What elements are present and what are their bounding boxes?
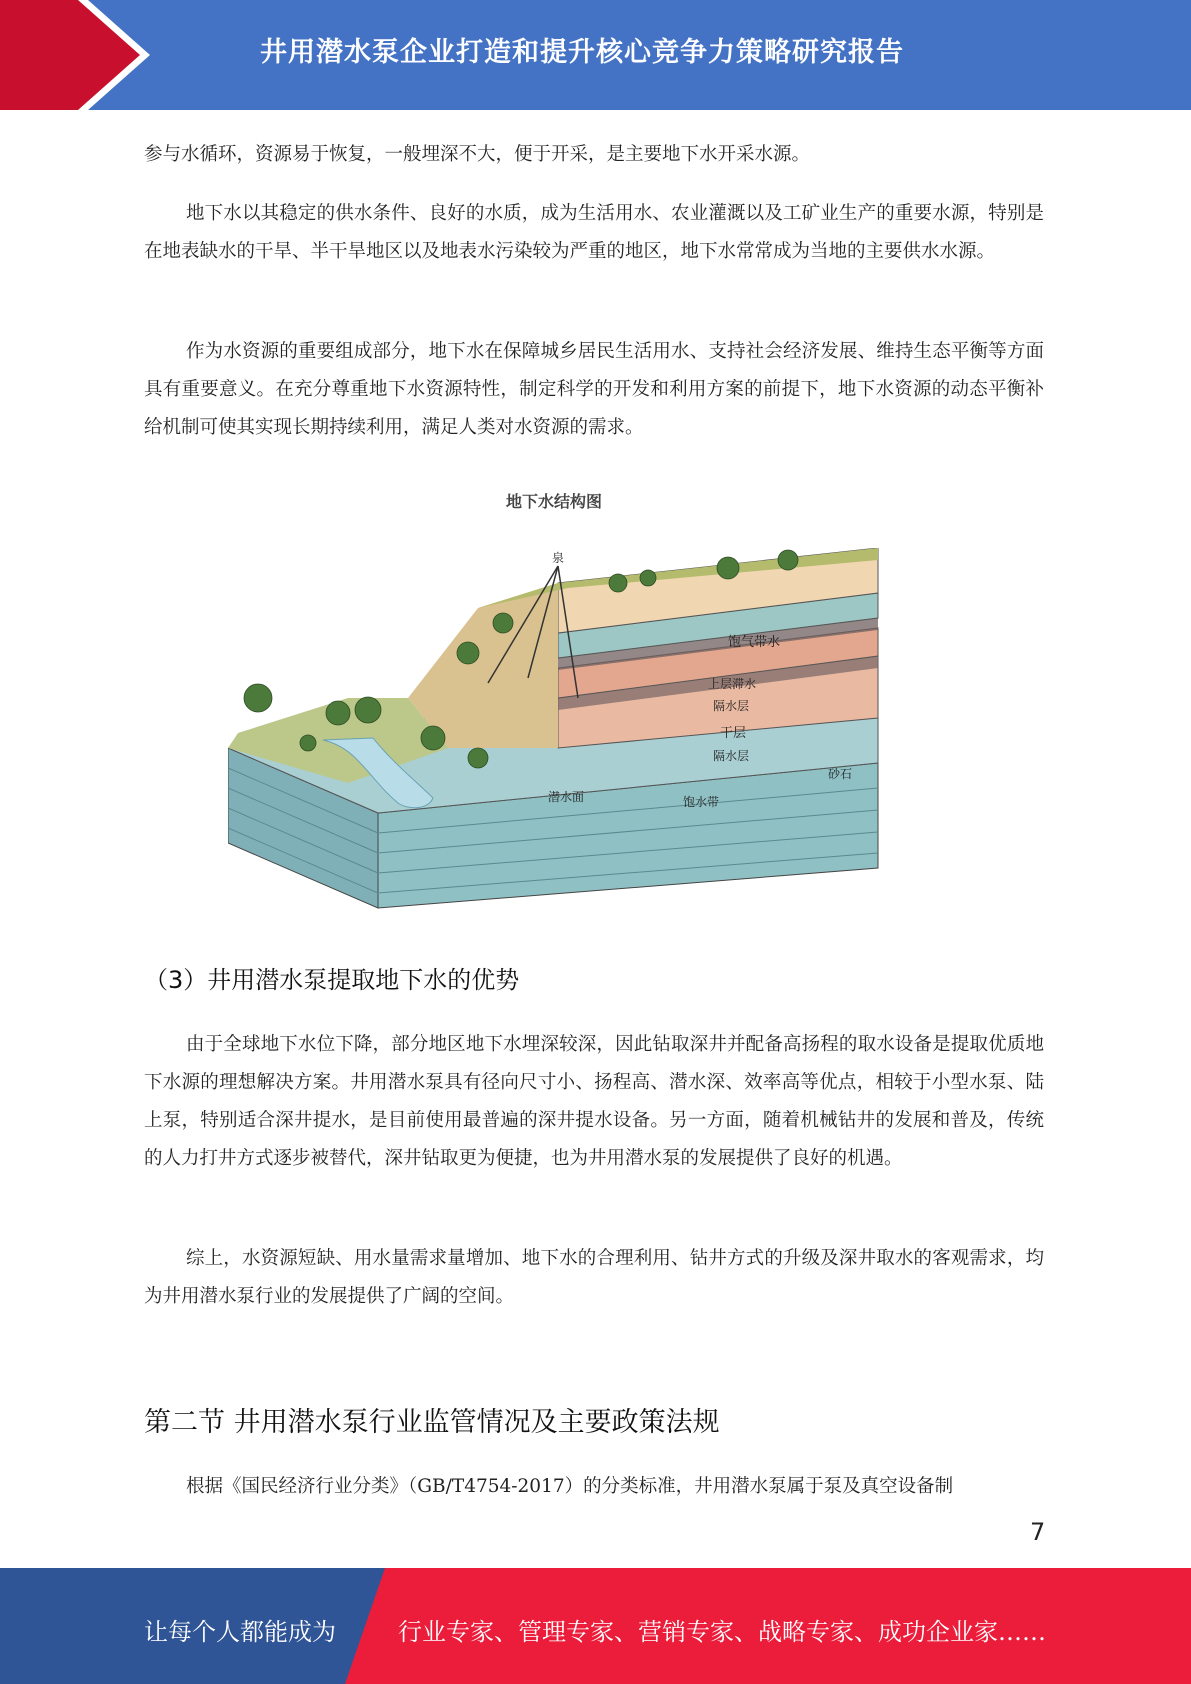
section-2-paragraph: 根据《国民经济行业分类》（GB/T4754-2017）的分类标准，井用潜水泵属于泵及真空设备制 xyxy=(186,1476,954,1497)
label-vadose: 饱气带水 xyxy=(728,635,781,650)
label-aquiclude-1: 隔水层 xyxy=(713,699,750,713)
label-perched: 上层滞水 xyxy=(708,677,757,691)
section-2-heading: 第二节 井用潜水泵行业监管情况及主要政策法规 xyxy=(144,1407,720,1438)
page-footer xyxy=(0,1568,1191,1684)
footer-slogan-left: 让每个人都能成为 xyxy=(144,1618,336,1646)
report-title: 井用潜水泵企业打造和提升核心竞争力策略研究报告 xyxy=(260,37,904,68)
paragraph-3: 作为水资源的重要组成部分，地下水在保障城乡居民生活用水、支持社会经济发展、维持生态平衡等方面具有重要意义。在充分尊重地下水资源特性，制定科学的开发和利用方案的前提下，地下水资源的动态平衡补给机制可使其实现长期持续利用，满足人类对水资源的需求。 xyxy=(144,341,1044,438)
section-3-paragraph-1: 由于全球地下水位下降，部分地区地下水埋深较深，因此钻取深井并配备高扬程的取水设备是提取优质地下水源的理想解决方案。井用潜水泵具有径向尺寸小、扬程高、潜水深、效率高等优点，相较于小型水泵、陆上泵，特别适合深井提水，是目前使用最普遍的深井提水设备。另一方面，随着机械钻井的发展和普及，传统的人力打井方式逐步被替代，深井钻取更为便捷，也为井用潜水泵的发展提供了良好的机遇。 xyxy=(144,1034,1044,1169)
page-header xyxy=(0,0,1191,110)
label-sand: 砂石 xyxy=(828,767,853,781)
label-water-table: 潜水面 xyxy=(548,790,585,804)
paragraph-1: 参与水循环，资源易于恢复，一般埋深不大，便于开采，是主要地下水开采水源。 xyxy=(144,144,811,165)
label-spring: 泉 xyxy=(551,551,565,565)
paragraph-2: 地下水以其稳定的供水条件、良好的水质，成为生活用水、农业灌溉以及工矿业生产的重要水源，特别是在地表缺水的干旱、半干旱地区以及地表水污染较为严重的地区，地下水常常成为当地的主要供水水源。 xyxy=(144,203,1044,262)
section-3-heading: （3）井用潜水泵提取地下水的优势 xyxy=(144,966,520,994)
section-3-paragraph-2: 综上，水资源短缺、用水量需求量增加、地下水的合理利用、钻井方式的升级及深井取水的客观需求，均为井用潜水泵行业的发展提供了广阔的空间。 xyxy=(144,1248,1044,1307)
label-aquiclude-2: 隔水层 xyxy=(713,749,750,763)
figure-title: 地下水结构图 xyxy=(505,492,602,511)
label-dry: 干层 xyxy=(720,726,747,741)
footer-slogan-right: 行业专家、管理专家、营销专家、战略专家、成功企业家…… xyxy=(398,1618,1046,1646)
page-number: 7 xyxy=(1030,1518,1046,1546)
groundwater-structure-diagram xyxy=(228,548,888,910)
label-saturated: 饱水带 xyxy=(683,795,720,809)
